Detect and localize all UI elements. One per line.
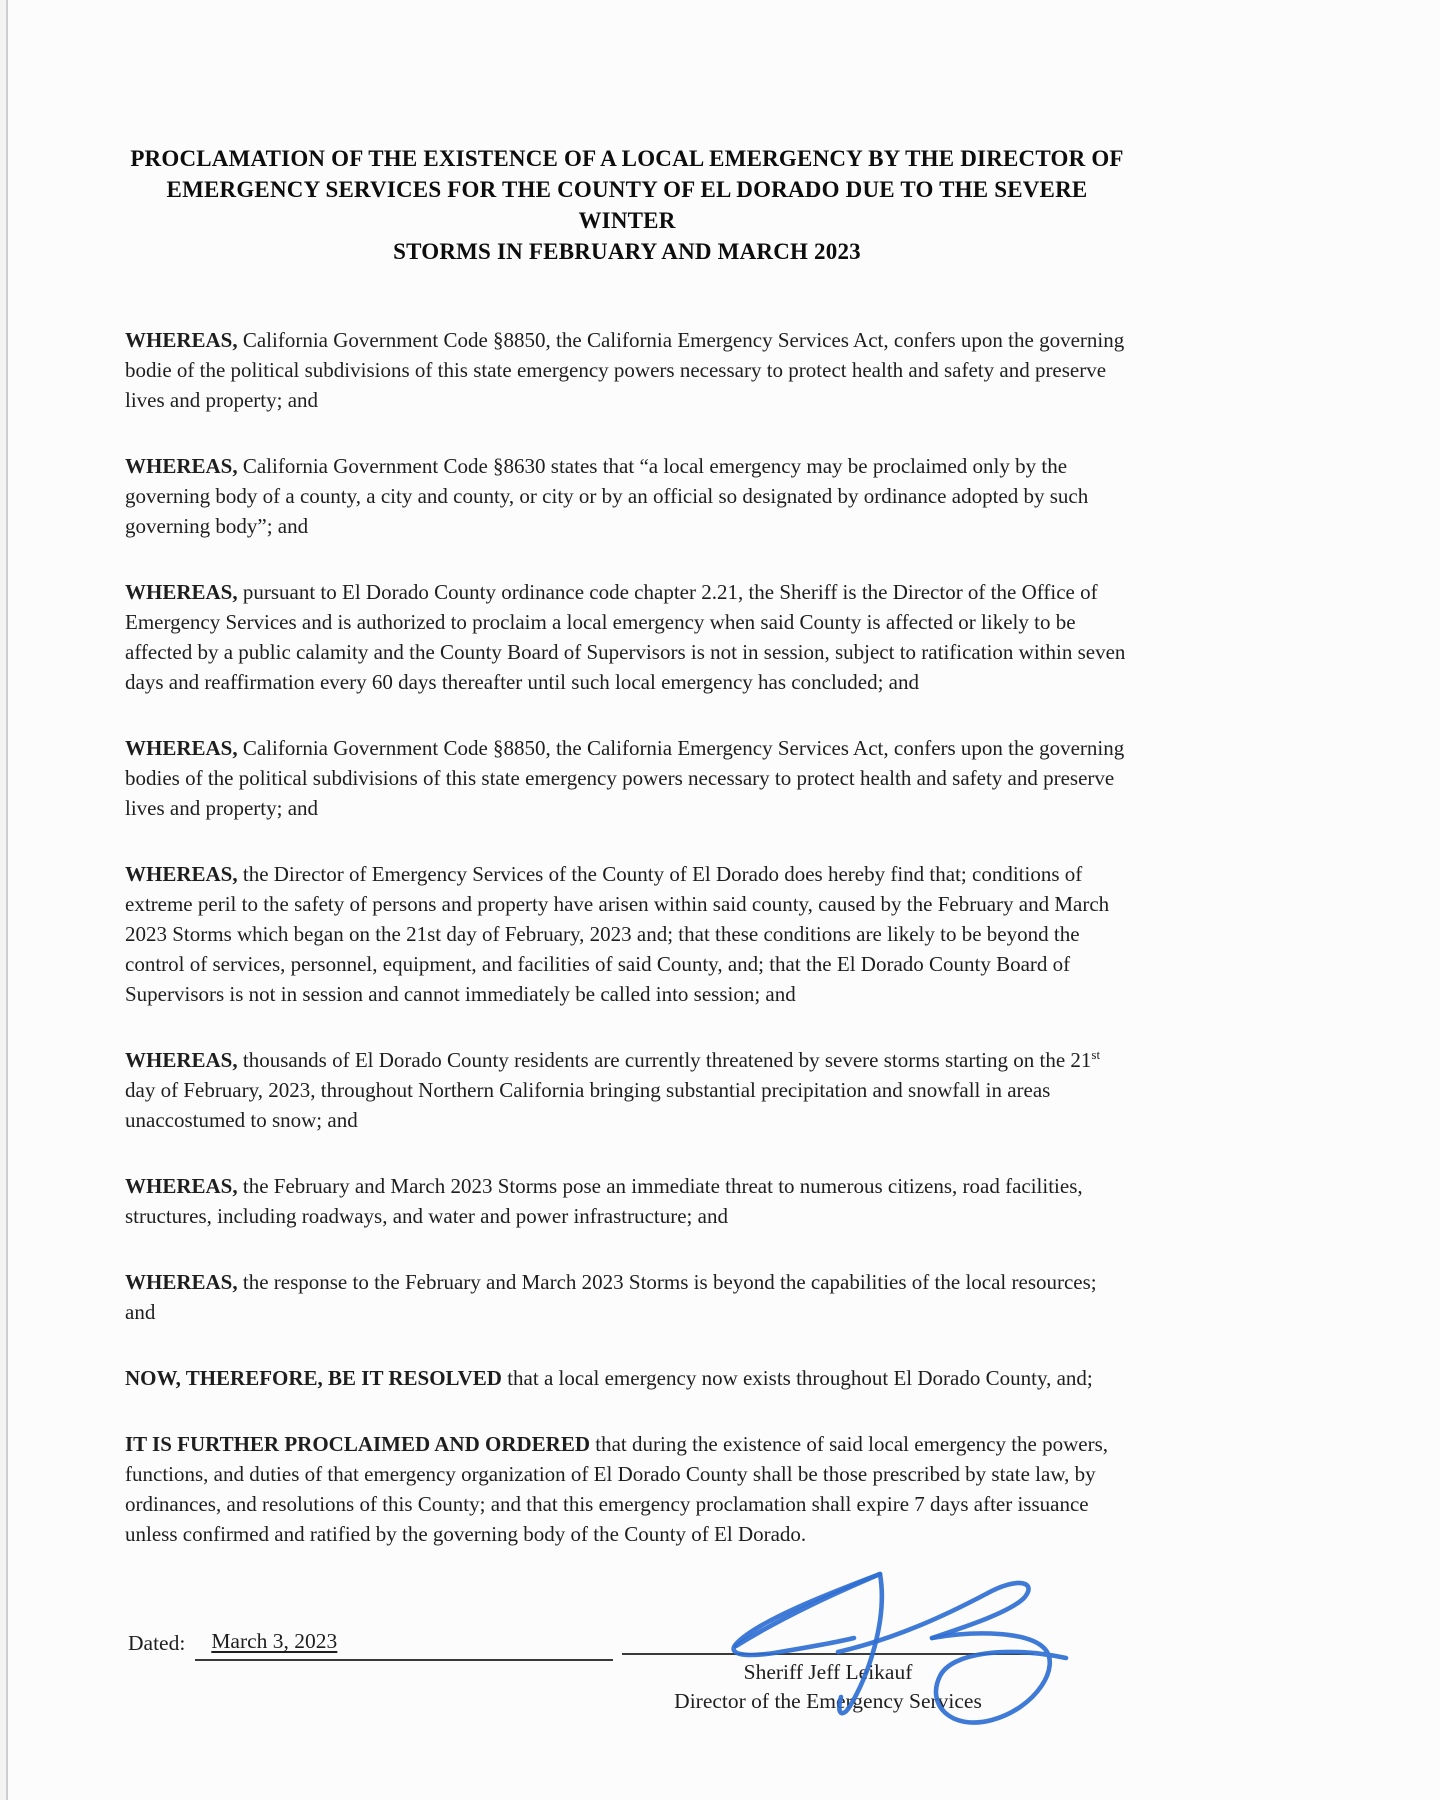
signature-block: [622, 1653, 1034, 1716]
signer-title: Director of the Emergency Services: [674, 1689, 982, 1713]
title-line: EMERGENCY SERVICES FOR THE COUNTY OF EL DORADO DUE TO THE SEVERE WINTER: [166, 177, 1088, 233]
scan-edge-artifact: [0, 0, 8, 1800]
paragraph: WHEREAS, California Government Code §8850, the California Emergency Services Act, confers upon the governing bodie of the political subdivisions of this state emergency powers necessary to protect health and safety and preserve lives and property; and: [125, 328, 1125, 412]
title-line: PROCLAMATION OF THE EXISTENCE OF A LOCAL EMERGENCY BY THE DIRECTOR OF: [130, 146, 1124, 171]
dated-row: [128, 1629, 613, 1661]
paragraph: WHEREAS, the response to the February and March 2023 Storms is beyond the capabilities of the local resources; and: [125, 1270, 1097, 1324]
paragraph: WHEREAS, the February and March 2023 Storms pose an immediate threat to numerous citizens, road facilities, structures, including roadways, and water and power infrastructure; and: [125, 1174, 1083, 1228]
dated-value: March 3, 2023: [211, 1629, 338, 1653]
document-title: [125, 143, 1129, 267]
paragraph: WHEREAS, pursuant to El Dorado County ordinance code chapter 2.21, the Sheriff is the Director of the Office of Emergency Services and is authorized to proclaim a local emergency when said County is affected or likely to be affected by a public calamity and the County Board of Supervisors is not in session, subject to ratification within seven days and reaffirmation every 60 days thereafter until such local emergency has concluded; and: [125, 580, 1126, 694]
paragraph: WHEREAS, California Government Code §8850, the California Emergency Services Act, confers upon the governing bodies of the political subdivisions of this state emergency powers necessary to protect health and safety and preserve lives and property; and: [125, 736, 1125, 820]
dated-label: Dated:: [128, 1631, 186, 1655]
document-content: [125, 143, 1129, 1585]
paragraphs: [125, 325, 1129, 1549]
paragraph: WHEREAS, the Director of Emergency Services of the County of El Dorado does hereby find that; conditions of extreme peril to the safety of persons and property have arisen within said county, caused by the February and March 2023 Storms which began on the 21st day of February, 2023 and; that these conditions are likely to be beyond the control of services, personnel, equipment, and facilities of said County, and; that the El Dorado County Board of Supervisors is not in session and cannot immediately be called into session; and: [125, 862, 1110, 1006]
paragraph: WHEREAS, thousands of El Dorado County residents are currently threatened by severe storms starting on the 21st day of February, 2023, throughout Northern California bringing substantial precipitation and snowfall in areas unaccostumed to snow; and: [125, 1047, 1101, 1132]
dated-underline: [195, 1629, 613, 1661]
title-line: STORMS IN FEBRUARY AND MARCH 2023: [393, 239, 861, 264]
paragraph: NOW, THEREFORE, BE IT RESOLVED that a local emergency now exists throughout El Dorado County, and;: [125, 1366, 1093, 1390]
paragraph: IT IS FURTHER PROCLAIMED AND ORDERED that during the existence of said local emergency the powers, functions, and duties of that emergency organization of El Dorado County shall be those prescribed by state law, by ordinances, and resolutions of this County; and that this emergency proclamation shall expire 7 days after issuance unless confirmed and ratified by the governing body of the County of El Dorado.: [125, 1432, 1109, 1546]
signer-name: Sheriff Jeff Leikauf: [743, 1660, 913, 1684]
paragraph: WHEREAS, California Government Code §8630 states that “a local emergency may be proclaimed only by the governing body of a county, a city and county, or city or by an official so designated by ordinance adopted by such governing body”; and: [125, 454, 1089, 538]
